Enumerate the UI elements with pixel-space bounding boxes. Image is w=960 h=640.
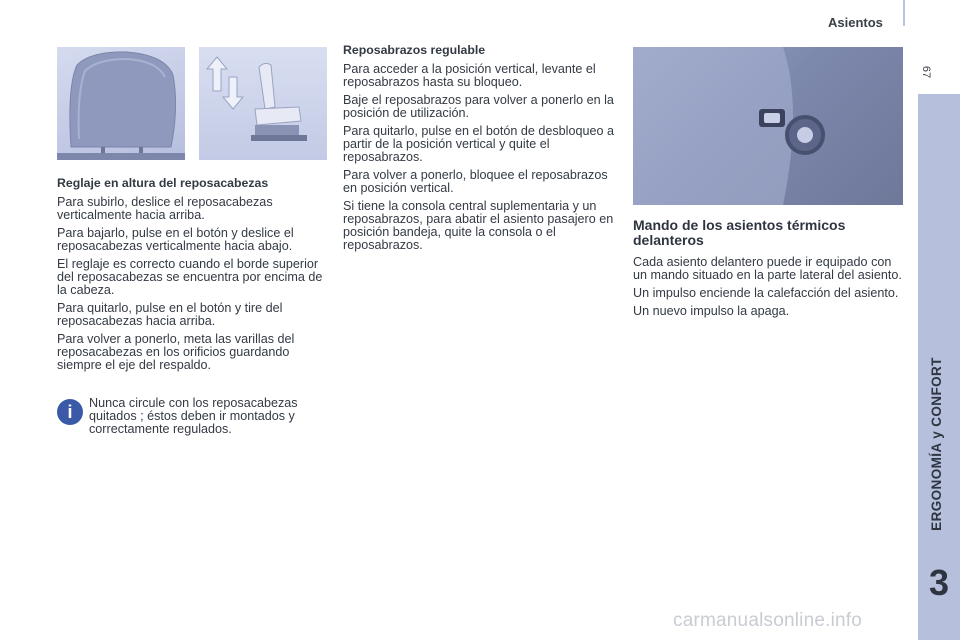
headrest-section [57, 177, 332, 377]
armrest-heading: Reposabrazos regulable [343, 43, 486, 57]
headrest-paragraph: Para volver a ponerlo, meta las varillas del reposacabezas en los orificios guardando siempre el eje del respaldo. [57, 332, 295, 372]
heated-seats-paragraph: Un nuevo impulso la apaga. [633, 304, 790, 318]
chapter-label: ERGONOMÍA y CONFORT [929, 357, 944, 531]
heated-seats-paragraph: Un impulso enciende la calefacción del asiento. [633, 286, 899, 300]
heated-seat-control-photo [633, 47, 903, 205]
heated-seats-paragraph: Cada asiento delantero puede ir equipado con un mando situado en la parte lateral del asiento. [633, 255, 902, 282]
notice-text: Nunca circule con los reposacabezas quitados ; éstos deben ir montados y correctamente regulados. [89, 396, 298, 436]
section-title: Asientos [828, 15, 883, 30]
seat-adjust-photo [199, 47, 327, 160]
headrest-illustration [57, 47, 185, 160]
info-icon: i [57, 399, 83, 425]
watermark: carmanualsonline.info [673, 610, 863, 631]
safety-notice [57, 397, 337, 436]
armrest-paragraph: Para volver a ponerlo, bloquee el reposabrazos en posición vertical. [343, 168, 608, 195]
armrest-paragraph: Para quitarlo, pulse en el botón de desbloqueo a partir de la posición vertical y quite el reposabrazos. [343, 124, 614, 164]
heated-seats-section [633, 218, 905, 323]
headrest-paragraph: El reglaje es correcto cuando el borde superior del reposacabezas se encuentra por encima de la cabeza. [57, 257, 323, 297]
headrest-paragraph: Para quitarlo, pulse en el botón y tire del reposacabezas hacia arriba. [57, 301, 283, 328]
header-rule [903, 0, 905, 26]
armrest-paragraph: Si tiene la consola central suplementaria y un reposabrazos, para abatir el asiento pasajero en posición bandeja, quite la consola o el reposabrazos. [343, 199, 614, 252]
seat-illustration [199, 47, 327, 160]
armrest-paragraph: Baje el reposabrazos para volver a ponerlo en la posición de utilización. [343, 93, 614, 120]
chapter-number: 3 [928, 562, 950, 603]
headrest-paragraph: Para bajarlo, pulse en el botón y deslice el reposacabezas verticalmente hacia abajo. [57, 226, 294, 253]
heated-seats-heading: Mando de los asientos térmicos delanteros [633, 217, 846, 248]
page-number: 67 [920, 65, 932, 79]
seat-control-illustration [633, 47, 903, 205]
headrest-paragraph: Para subirlo, deslice el reposacabezas verticalmente hacia arriba. [57, 195, 273, 222]
headrest-heading: Reglaje en altura del reposacabezas [57, 176, 269, 190]
headrest-photo [57, 47, 185, 160]
armrest-paragraph: Para acceder a la posición vertical, levante el reposabrazos hasta su bloqueo. [343, 62, 596, 89]
armrest-section [343, 44, 615, 257]
